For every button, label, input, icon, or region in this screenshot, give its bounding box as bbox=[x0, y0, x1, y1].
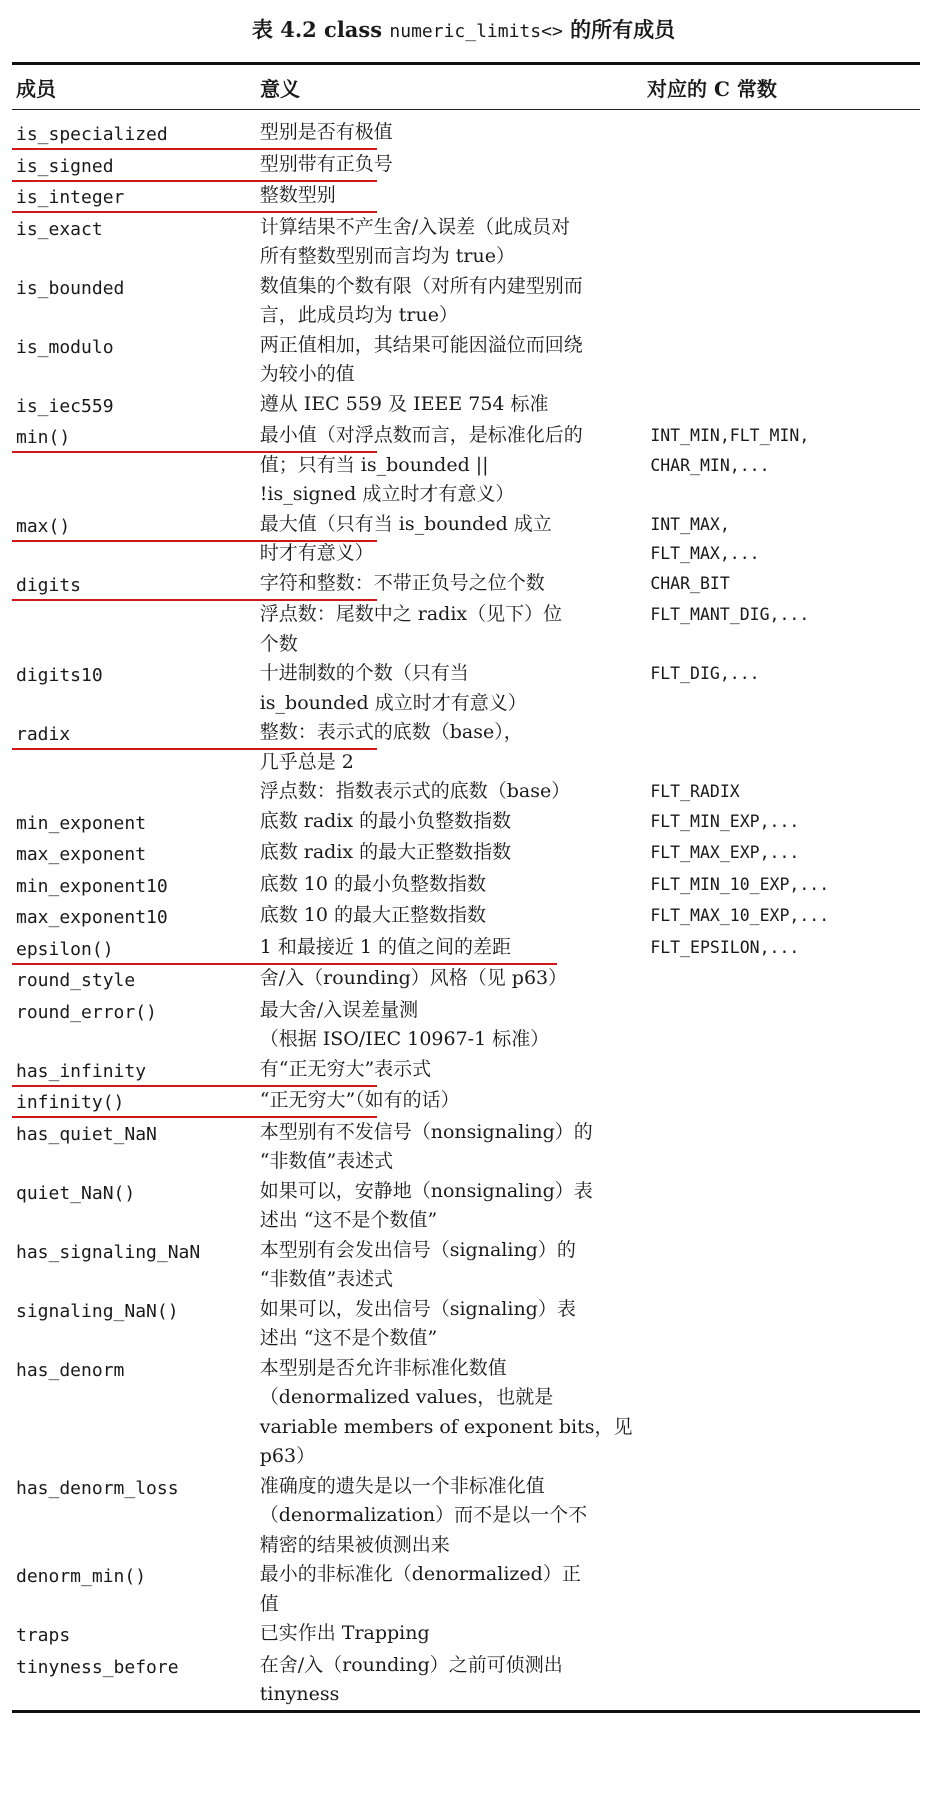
header-c-constant: 对应的 C 常数 bbox=[647, 76, 777, 101]
meaning-line: 遵从 IEC 559 及 IEEE 754 标准 bbox=[259, 392, 549, 415]
member-cell: signaling_NaN() bbox=[16, 1300, 179, 1322]
meaning-cell bbox=[260, 390, 647, 422]
meaning-cell bbox=[260, 807, 647, 839]
c-constant-cell bbox=[646, 1560, 920, 1619]
c-constant-cell bbox=[646, 807, 920, 839]
member-cell: has_denorm bbox=[16, 1359, 125, 1381]
meaning-line: 值；只有当 is_bounded || bbox=[259, 453, 489, 476]
table-row bbox=[12, 600, 920, 659]
meaning-line: “非数值”表述式 bbox=[259, 1268, 394, 1290]
meaning-cell bbox=[260, 181, 647, 213]
c-constant-cell bbox=[646, 838, 920, 870]
table-row bbox=[12, 1295, 920, 1354]
table-row bbox=[12, 838, 920, 870]
c-constant-line: INT_MAX, bbox=[650, 514, 730, 534]
member-cell: min_exponent bbox=[16, 812, 147, 834]
c-constant-cell bbox=[646, 1055, 920, 1087]
table-row bbox=[12, 659, 920, 718]
member-cell: traps bbox=[16, 1625, 71, 1646]
meaning-line: 最小值（对浮点数而言，是标准化后的 bbox=[259, 424, 583, 446]
member-cell: max_exponent bbox=[16, 844, 147, 865]
meaning-line: 本型别有会发出信号（signaling）的 bbox=[259, 1238, 576, 1261]
member-cell: has_infinity bbox=[16, 1060, 147, 1082]
c-constant-cell bbox=[646, 901, 920, 933]
table-row bbox=[12, 777, 920, 807]
meaning-cell bbox=[260, 777, 647, 807]
meaning-line: “正无穷大”（如有的话） bbox=[259, 1089, 460, 1111]
member-cell: min() bbox=[16, 427, 71, 448]
red-underline-mark bbox=[12, 748, 377, 750]
meaning-cell bbox=[260, 838, 647, 870]
meaning-line: 数值集的个数有限（对所有内建型别而 bbox=[259, 274, 583, 297]
meaning-cell bbox=[260, 996, 647, 1055]
meaning-cell bbox=[260, 964, 647, 996]
c-constant-cell bbox=[646, 331, 920, 390]
meaning-cell bbox=[260, 1295, 647, 1354]
meaning-line: 本型别是否允许非标准化数值 bbox=[259, 1356, 507, 1379]
table-row bbox=[12, 1472, 920, 1561]
c-constant-cell bbox=[646, 213, 920, 272]
table-row bbox=[12, 510, 920, 569]
meaning-cell bbox=[260, 1177, 647, 1236]
table-row bbox=[12, 1619, 920, 1651]
c-constant-line: FLT_MAX,... bbox=[650, 544, 760, 563]
c-constant-cell bbox=[646, 421, 920, 510]
table-row bbox=[12, 1086, 920, 1118]
meaning-line: 底数 10 的最大正整数指数 bbox=[259, 904, 486, 926]
c-constant-cell bbox=[646, 1118, 920, 1177]
c-constant-line: FLT_MIN_EXP,... bbox=[650, 811, 800, 831]
meaning-line: 型别是否有极值 bbox=[259, 121, 393, 143]
meaning-cell bbox=[260, 331, 647, 390]
table-row bbox=[12, 807, 920, 839]
c-constant-line: INT_MIN,FLT_MIN, bbox=[650, 426, 810, 445]
c-constant-cell bbox=[646, 1086, 920, 1118]
red-underline-mark bbox=[12, 540, 377, 542]
meaning-line: 如果可以，发出信号（signaling）表 bbox=[259, 1297, 576, 1320]
meaning-cell bbox=[260, 421, 647, 510]
header-meaning: 意义 bbox=[260, 76, 300, 101]
meaning-line: 底数 radix 的最小负整数指数 bbox=[259, 809, 512, 832]
table-row bbox=[12, 1354, 920, 1472]
meaning-cell bbox=[260, 1472, 647, 1561]
member-cell bbox=[12, 600, 260, 659]
meaning-cell bbox=[260, 933, 647, 965]
meaning-line: p63） bbox=[259, 1445, 316, 1467]
caption-code: numeric_limits<> bbox=[389, 21, 563, 42]
table-header-row bbox=[12, 65, 920, 109]
c-constant-cell bbox=[646, 1236, 920, 1295]
caption-prefix: 表 4.2 class bbox=[251, 17, 383, 42]
meaning-line: !is_signed 成立时才有意义） bbox=[259, 483, 515, 505]
table-row bbox=[12, 1560, 920, 1619]
table-row bbox=[12, 213, 920, 272]
member-cell: epsilon() bbox=[16, 938, 114, 960]
red-underline-mark bbox=[12, 451, 377, 453]
table-row bbox=[12, 118, 920, 150]
meaning-line: is_bounded 成立时才有意义） bbox=[259, 691, 527, 714]
meaning-cell bbox=[260, 1236, 647, 1295]
meaning-line: 两正值相加，其结果可能因溢位而回绕 bbox=[259, 333, 583, 356]
member-cell: has_denorm_loss bbox=[16, 1477, 179, 1499]
c-constant-line: FLT_MAX_EXP,... bbox=[650, 843, 800, 862]
c-constant-line: CHAR_BIT bbox=[650, 573, 730, 593]
member-cell: has_signaling_NaN bbox=[16, 1241, 201, 1263]
meaning-line: 时才有意义） bbox=[259, 542, 374, 564]
meaning-line: 本型别有不发信号（nonsignaling）的 bbox=[259, 1120, 593, 1143]
meaning-line: 最大舍/入误差量测 bbox=[259, 998, 419, 1021]
table-row bbox=[12, 996, 920, 1055]
table-caption bbox=[0, 14, 927, 48]
table-row bbox=[12, 569, 920, 601]
meaning-line: 述出 “这不是个数值” bbox=[259, 1209, 438, 1231]
table-row bbox=[12, 964, 920, 996]
meaning-cell bbox=[260, 1354, 647, 1472]
meaning-cell bbox=[260, 118, 647, 150]
c-constant-cell bbox=[646, 718, 920, 777]
meaning-line: 整数：表示式的底数（base）， bbox=[259, 721, 523, 743]
c-constant-cell bbox=[646, 1619, 920, 1651]
meaning-line: 述出 “这不是个数值” bbox=[259, 1327, 438, 1349]
table-row bbox=[12, 150, 920, 182]
member-cell: is_signed bbox=[16, 155, 114, 177]
c-constant-cell bbox=[646, 964, 920, 996]
c-constant-cell bbox=[646, 1295, 920, 1354]
meaning-line: 字符和整数：不带正负号之位个数 bbox=[259, 571, 545, 594]
meaning-cell bbox=[260, 659, 647, 718]
meaning-cell bbox=[260, 901, 647, 933]
meaning-line: 计算结果不产生舍/入误差（此成员对 bbox=[259, 215, 571, 238]
table-row bbox=[12, 1651, 920, 1710]
meaning-line: 值 bbox=[259, 1592, 279, 1615]
c-constant-line: FLT_MANT_DIG,... bbox=[650, 605, 810, 624]
table-row bbox=[12, 718, 920, 777]
meaning-line: 整数型别 bbox=[259, 184, 336, 206]
meaning-line: 底数 radix 的最大正整数指数 bbox=[259, 841, 512, 863]
meaning-line: “非数值”表述式 bbox=[259, 1150, 394, 1172]
table-body bbox=[12, 110, 920, 1710]
meaning-cell bbox=[260, 569, 647, 601]
member-cell: round_style bbox=[16, 970, 136, 991]
meaning-line: 言，此成员均为 true） bbox=[259, 304, 458, 326]
table-row bbox=[12, 933, 920, 965]
c-constant-cell bbox=[646, 1177, 920, 1236]
meaning-cell bbox=[260, 1118, 647, 1177]
c-constant-line: FLT_MAX_10_EXP,... bbox=[650, 906, 830, 925]
member-cell: digits bbox=[16, 574, 82, 596]
c-constant-line: FLT_DIG,... bbox=[650, 664, 760, 683]
meaning-cell bbox=[260, 213, 647, 272]
c-constant-cell bbox=[646, 569, 920, 601]
meaning-line: （denormalized values，也就是 bbox=[259, 1386, 554, 1408]
meaning-cell bbox=[260, 150, 647, 182]
meaning-line: 舍/入（rounding）风格（见 p63） bbox=[259, 967, 568, 989]
meaning-cell bbox=[260, 1560, 647, 1619]
header-member: 成员 bbox=[16, 76, 56, 101]
table-row bbox=[12, 181, 920, 213]
c-constant-line: FLT_RADIX bbox=[650, 782, 740, 801]
member-cell: infinity() bbox=[16, 1092, 125, 1113]
meaning-line: 底数 10 的最小负整数指数 bbox=[259, 872, 486, 895]
member-cell: is_modulo bbox=[16, 336, 114, 358]
meaning-cell bbox=[260, 870, 647, 902]
table-row bbox=[12, 272, 920, 331]
meaning-line: 准确度的遗失是以一个非标准化值 bbox=[259, 1474, 545, 1497]
member-cell: is_integer bbox=[16, 187, 125, 208]
meaning-line: 几乎总是 2 bbox=[259, 750, 354, 773]
member-cell: min_exponent10 bbox=[16, 875, 168, 897]
meaning-line: （denormalization）而不是以一个不 bbox=[259, 1504, 588, 1526]
table-row bbox=[12, 1177, 920, 1236]
c-constant-cell bbox=[646, 600, 920, 659]
c-constant-cell bbox=[646, 1472, 920, 1561]
table-row bbox=[12, 390, 920, 422]
c-constant-cell bbox=[646, 870, 920, 902]
c-constant-cell bbox=[646, 933, 920, 965]
member-cell: has_quiet_NaN bbox=[16, 1123, 157, 1145]
meaning-line: 最大值（只有当 is_bounded 成立 bbox=[259, 512, 552, 535]
table-row bbox=[12, 1118, 920, 1177]
meaning-cell bbox=[260, 1055, 647, 1087]
meaning-line: 最小的非标准化（denormalized）正 bbox=[259, 1563, 581, 1585]
meaning-cell bbox=[260, 1619, 647, 1651]
c-constant-line: FLT_EPSILON,... bbox=[650, 937, 800, 957]
member-cell: is_iec559 bbox=[16, 395, 114, 417]
c-constant-cell bbox=[646, 181, 920, 213]
meaning-line: 浮点数：尾数中之 radix（见下）位 bbox=[259, 603, 563, 625]
c-constant-cell bbox=[646, 1651, 920, 1710]
table-bottom-rule bbox=[12, 1710, 920, 1713]
meaning-line: tinyness bbox=[259, 1683, 340, 1705]
meaning-line: variable members of exponent bits，见 bbox=[259, 1415, 633, 1438]
member-cell: is_specialized bbox=[16, 124, 168, 145]
meaning-line: 十进制数的个数（只有当 bbox=[259, 662, 469, 684]
member-cell: denorm_min() bbox=[16, 1566, 147, 1587]
meaning-line: （根据 ISO/IEC 10967-1 标准） bbox=[259, 1028, 550, 1050]
meaning-line: 型别带有正负号 bbox=[259, 152, 393, 175]
table-row bbox=[12, 870, 920, 902]
numeric-limits-table bbox=[12, 62, 920, 1713]
member-cell: quiet_NaN() bbox=[16, 1182, 136, 1204]
c-constant-cell bbox=[646, 659, 920, 718]
meaning-cell bbox=[260, 272, 647, 331]
member-cell bbox=[12, 777, 260, 807]
c-constant-cell bbox=[646, 1354, 920, 1472]
meaning-line: 已实作出 Trapping bbox=[259, 1622, 430, 1644]
meaning-cell bbox=[260, 600, 647, 659]
c-constant-cell bbox=[646, 390, 920, 422]
member-cell: radix bbox=[16, 724, 71, 745]
meaning-line: 为较小的值 bbox=[259, 363, 355, 385]
meaning-line: 浮点数：指数表示式的底数（base） bbox=[259, 780, 571, 802]
meaning-line: 有“正无穷大”表示式 bbox=[259, 1057, 432, 1080]
meaning-line: 如果可以，安静地（nonsignaling）表 bbox=[259, 1179, 593, 1202]
member-cell: digits10 bbox=[16, 665, 103, 686]
meaning-line: 所有整数型别而言均为 true） bbox=[259, 245, 515, 267]
meaning-line: 个数 bbox=[259, 632, 298, 655]
c-constant-cell bbox=[646, 272, 920, 331]
c-constant-line: CHAR_MIN,... bbox=[650, 455, 770, 475]
member-cell: is_exact bbox=[16, 218, 103, 240]
member-cell: round_error() bbox=[16, 1001, 157, 1023]
c-constant-cell bbox=[646, 150, 920, 182]
table-row bbox=[12, 421, 920, 510]
table-row bbox=[12, 331, 920, 390]
table-row bbox=[12, 1236, 920, 1295]
meaning-cell bbox=[260, 1086, 647, 1118]
meaning-cell bbox=[260, 1651, 647, 1710]
member-cell: max() bbox=[16, 515, 71, 537]
member-cell: max_exponent10 bbox=[16, 907, 168, 928]
meaning-line: 在舍/入（rounding）之前可侦测出 bbox=[259, 1653, 563, 1676]
meaning-line: 1 和最接近 1 的值之间的差距 bbox=[259, 935, 512, 958]
c-constant-cell bbox=[646, 510, 920, 569]
table-row bbox=[12, 901, 920, 933]
member-cell: is_bounded bbox=[16, 277, 125, 299]
c-constant-cell bbox=[646, 777, 920, 807]
member-cell: tinyness_before bbox=[16, 1656, 179, 1678]
c-constant-line: FLT_MIN_10_EXP,... bbox=[650, 874, 830, 894]
c-constant-cell bbox=[646, 118, 920, 150]
table-row bbox=[12, 1055, 920, 1087]
caption-suffix: 的所有成员 bbox=[570, 17, 676, 42]
meaning-line: 精密的结果被侦测出来 bbox=[259, 1533, 450, 1556]
c-constant-cell bbox=[646, 996, 920, 1055]
